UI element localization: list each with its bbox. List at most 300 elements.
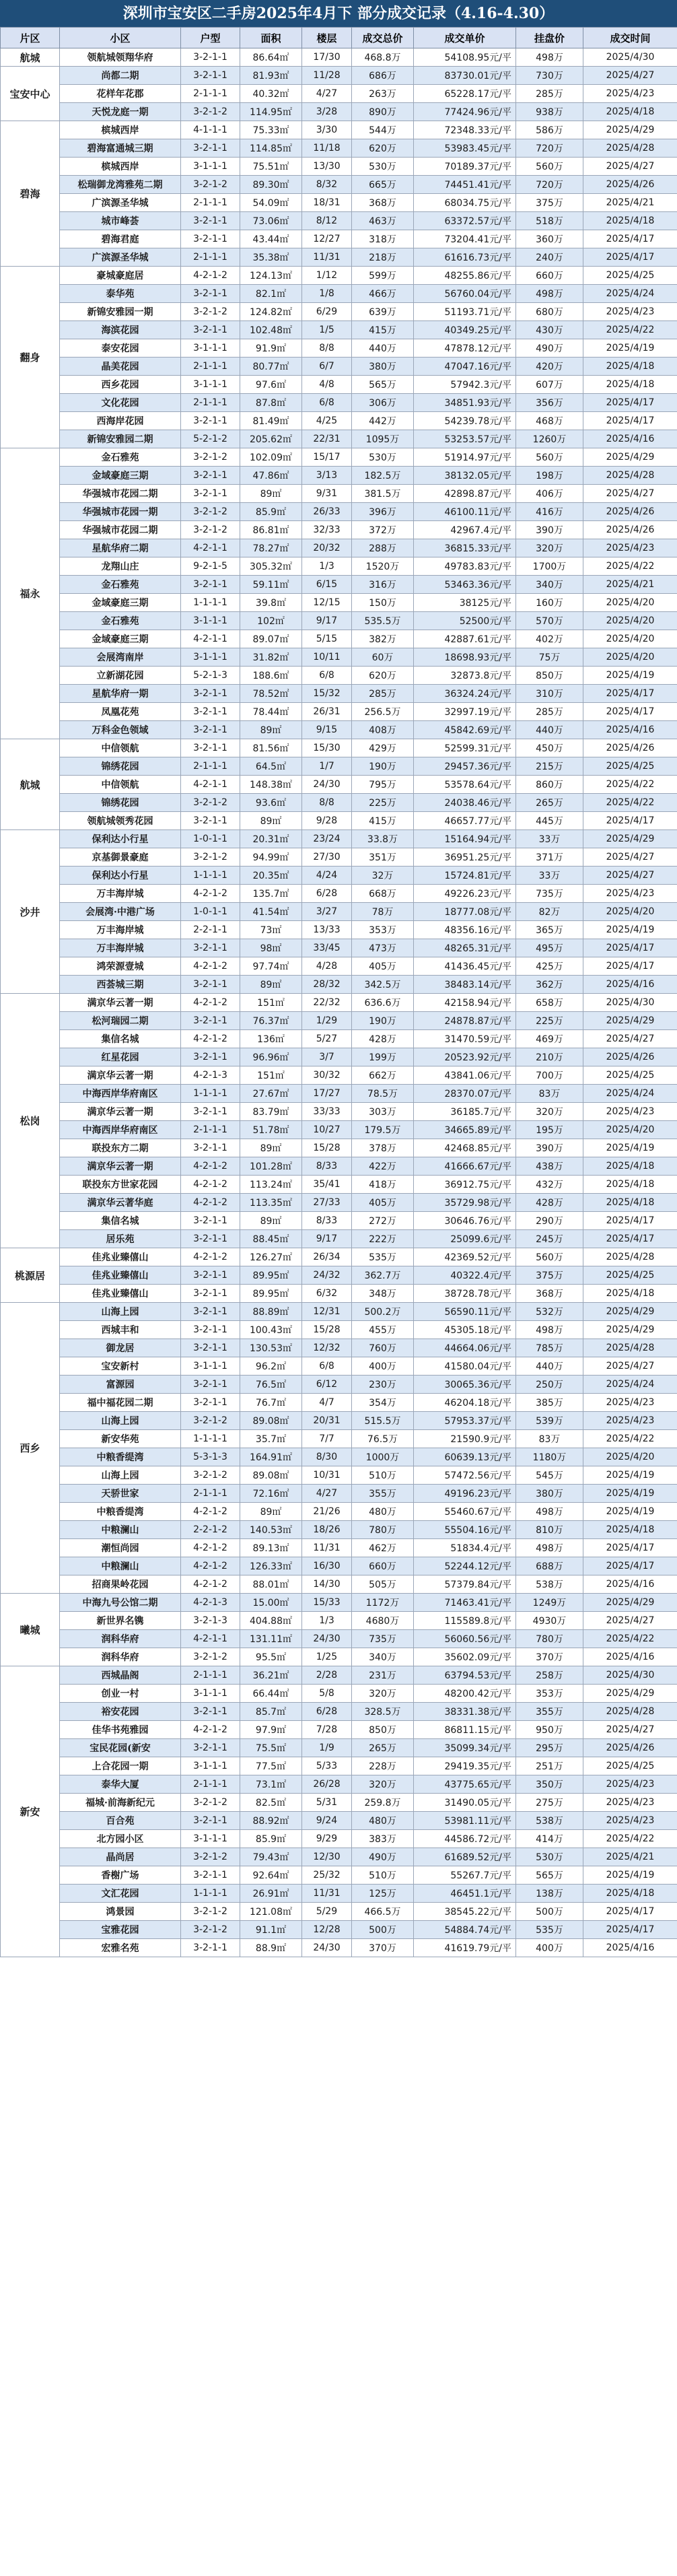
table-row xyxy=(1,285,677,303)
transaction-table xyxy=(0,27,677,1957)
floor-cell: 3/30 xyxy=(302,121,352,139)
total-price-cell: 505万 xyxy=(352,1575,414,1594)
table-row xyxy=(1,1575,677,1594)
layout-cell: 4-2-1-2 xyxy=(181,1248,240,1266)
floor-cell: 33/45 xyxy=(302,939,352,957)
listing-price-cell: 414万 xyxy=(516,1830,583,1848)
layout-cell: 3-2-1-1 xyxy=(181,1012,240,1030)
table-row xyxy=(1,1848,677,1866)
unit-price-cell: 45305.18元/平 xyxy=(414,1321,516,1339)
community-cell: 富源园 xyxy=(60,1376,181,1394)
listing-price-cell: 258万 xyxy=(516,1666,583,1685)
community-cell: 文化花园 xyxy=(60,394,181,412)
table-row xyxy=(1,67,677,85)
layout-cell: 3-2-1-1 xyxy=(181,1139,240,1157)
area-cell: 91.9㎡ xyxy=(240,339,302,358)
table-row xyxy=(1,1448,677,1466)
area-cell: 41.54㎡ xyxy=(240,903,302,921)
area-cell: 114.85㎡ xyxy=(240,139,302,158)
community-cell: 槟城西岸 xyxy=(60,158,181,176)
floor-cell: 5/33 xyxy=(302,1757,352,1775)
community-cell: 山海上园 xyxy=(60,1466,181,1485)
area-cell: 89.08㎡ xyxy=(240,1412,302,1430)
floor-cell: 9/29 xyxy=(302,1830,352,1848)
listing-price-cell: 390万 xyxy=(516,521,583,539)
layout-cell: 5-2-1-3 xyxy=(181,667,240,685)
floor-cell: 3/27 xyxy=(302,903,352,921)
deal-date-cell: 2025/4/18 xyxy=(583,1157,677,1176)
table-row xyxy=(1,1739,677,1757)
table-row xyxy=(1,1466,677,1485)
deal-date-cell: 2025/4/23 xyxy=(583,1103,677,1121)
layout-cell: 4-2-1-2 xyxy=(181,957,240,976)
unit-price-cell: 15724.81元/平 xyxy=(414,867,516,885)
listing-price-cell: 1249万 xyxy=(516,1594,583,1612)
unit-price-cell: 46100.11元/平 xyxy=(414,503,516,521)
deal-date-cell: 2025/4/18 xyxy=(583,1885,677,1903)
deal-date-cell: 2025/4/20 xyxy=(583,1448,677,1466)
deal-date-cell: 2025/4/17 xyxy=(583,1903,677,1921)
deal-date-cell: 2025/4/19 xyxy=(583,921,677,939)
total-price-cell: 428万 xyxy=(352,1030,414,1048)
floor-cell: 1/3 xyxy=(302,557,352,576)
floor-cell: 6/29 xyxy=(302,303,352,321)
listing-price-cell: 468万 xyxy=(516,412,583,430)
area-cell: 205.62㎡ xyxy=(240,430,302,448)
deal-date-cell: 2025/4/23 xyxy=(583,1412,677,1430)
unit-price-cell: 29419.35元/平 xyxy=(414,1757,516,1775)
area-cell: 151㎡ xyxy=(240,994,302,1012)
table-row xyxy=(1,1721,677,1739)
table-row xyxy=(1,339,677,358)
deal-date-cell: 2025/4/23 xyxy=(583,1394,677,1412)
layout-cell: 2-1-1-1 xyxy=(181,85,240,103)
unit-price-cell: 42468.85元/平 xyxy=(414,1139,516,1157)
community-cell: 会展湾南岸 xyxy=(60,648,181,667)
layout-cell: 4-2-1-2 xyxy=(181,267,240,285)
deal-date-cell: 2025/4/24 xyxy=(583,285,677,303)
floor-cell: 8/33 xyxy=(302,1212,352,1230)
community-cell: 松河瑞园二期 xyxy=(60,1012,181,1030)
deal-date-cell: 2025/4/28 xyxy=(583,139,677,158)
total-price-cell: 463万 xyxy=(352,212,414,230)
community-cell: 集信名城 xyxy=(60,1030,181,1048)
table-row xyxy=(1,1303,677,1321)
floor-cell: 8/8 xyxy=(302,794,352,812)
unit-price-cell: 52599.31元/平 xyxy=(414,739,516,757)
layout-cell: 4-2-1-2 xyxy=(181,1176,240,1194)
layout-cell: 3-2-1-1 xyxy=(181,939,240,957)
listing-price-cell: 138万 xyxy=(516,1885,583,1903)
unit-price-cell: 57953.37元/平 xyxy=(414,1412,516,1430)
layout-cell: 3-2-1-3 xyxy=(181,1612,240,1630)
floor-cell: 10/27 xyxy=(302,1121,352,1139)
area-cell: 140.53㎡ xyxy=(240,1521,302,1539)
total-price-cell: 850万 xyxy=(352,1721,414,1739)
total-price-cell: 182.5万 xyxy=(352,467,414,485)
total-price-cell: 76.5万 xyxy=(352,1430,414,1448)
layout-cell: 4-2-1-3 xyxy=(181,1594,240,1612)
floor-cell: 3/7 xyxy=(302,1048,352,1066)
table-row xyxy=(1,1648,677,1666)
deal-date-cell: 2025/4/22 xyxy=(583,321,677,339)
layout-cell: 3-1-1-1 xyxy=(181,1830,240,1848)
listing-price-cell: 560万 xyxy=(516,1248,583,1266)
layout-cell: 3-2-1-2 xyxy=(181,176,240,194)
unit-price-cell: 52244.12元/平 xyxy=(414,1557,516,1575)
area-cell: 89㎡ xyxy=(240,812,302,830)
unit-price-cell: 49226.23元/平 xyxy=(414,885,516,903)
col-district: 片区 xyxy=(1,28,60,48)
listing-price-cell: 586万 xyxy=(516,121,583,139)
table-row xyxy=(1,303,677,321)
table-row xyxy=(1,794,677,812)
deal-date-cell: 2025/4/23 xyxy=(583,1794,677,1812)
community-cell: 晶美花园 xyxy=(60,358,181,376)
total-price-cell: 500万 xyxy=(352,1921,414,1939)
layout-cell: 3-2-1-1 xyxy=(181,412,240,430)
table-row xyxy=(1,139,677,158)
area-cell: 148.38㎡ xyxy=(240,776,302,794)
listing-price-cell: 1700万 xyxy=(516,557,583,576)
area-cell: 35.7㎡ xyxy=(240,1430,302,1448)
deal-date-cell: 2025/4/19 xyxy=(583,1139,677,1157)
community-cell: 天骄世家 xyxy=(60,1485,181,1503)
total-price-cell: 348万 xyxy=(352,1285,414,1303)
area-cell: 78.27㎡ xyxy=(240,539,302,557)
community-cell: 西乡花园 xyxy=(60,376,181,394)
table-row xyxy=(1,994,677,1012)
listing-price-cell: 538万 xyxy=(516,1575,583,1594)
listing-price-cell: 607万 xyxy=(516,376,583,394)
floor-cell: 32/33 xyxy=(302,521,352,539)
layout-cell: 3-2-1-2 xyxy=(181,1466,240,1485)
layout-cell: 3-2-1-1 xyxy=(181,1103,240,1121)
floor-cell: 6/7 xyxy=(302,358,352,376)
area-cell: 66.44㎡ xyxy=(240,1685,302,1703)
floor-cell: 13/33 xyxy=(302,921,352,939)
listing-price-cell: 390万 xyxy=(516,1139,583,1157)
area-cell: 97.74㎡ xyxy=(240,957,302,976)
deal-date-cell: 2025/4/19 xyxy=(583,339,677,358)
listing-price-cell: 445万 xyxy=(516,812,583,830)
total-price-cell: 320万 xyxy=(352,1685,414,1703)
table-row xyxy=(1,1357,677,1376)
deal-date-cell: 2025/4/28 xyxy=(583,1248,677,1266)
deal-date-cell: 2025/4/17 xyxy=(583,1212,677,1230)
listing-price-cell: 1260万 xyxy=(516,430,583,448)
area-cell: 100.43㎡ xyxy=(240,1321,302,1339)
community-cell: 保利达小行星 xyxy=(60,867,181,885)
floor-cell: 4/8 xyxy=(302,376,352,394)
total-price-cell: 230万 xyxy=(352,1376,414,1394)
deal-date-cell: 2025/4/27 xyxy=(583,867,677,885)
total-price-cell: 639万 xyxy=(352,303,414,321)
total-price-cell: 636.6万 xyxy=(352,994,414,1012)
deal-date-cell: 2025/4/17 xyxy=(583,685,677,703)
community-cell: 居乐苑 xyxy=(60,1230,181,1248)
deal-date-cell: 2025/4/22 xyxy=(583,794,677,812)
area-cell: 97.9㎡ xyxy=(240,1721,302,1739)
table-row xyxy=(1,503,677,521)
table-row xyxy=(1,648,677,667)
unit-price-cell: 18777.08元/平 xyxy=(414,903,516,921)
unit-price-cell: 38483.14元/平 xyxy=(414,976,516,994)
layout-cell: 3-2-1-1 xyxy=(181,1048,240,1066)
table-row xyxy=(1,1703,677,1721)
district-cell: 福永 xyxy=(1,448,60,739)
listing-price-cell: 498万 xyxy=(516,1503,583,1521)
layout-cell: 4-2-1-2 xyxy=(181,1503,240,1521)
listing-price-cell: 560万 xyxy=(516,158,583,176)
deal-date-cell: 2025/4/27 xyxy=(583,1357,677,1376)
unit-price-cell: 42369.52元/平 xyxy=(414,1248,516,1266)
area-cell: 102.48㎡ xyxy=(240,321,302,339)
total-price-cell: 535万 xyxy=(352,1248,414,1266)
layout-cell: 3-1-1-1 xyxy=(181,376,240,394)
deal-date-cell: 2025/4/20 xyxy=(583,612,677,630)
total-price-cell: 466.5万 xyxy=(352,1903,414,1921)
table-row xyxy=(1,776,677,794)
listing-price-cell: 195万 xyxy=(516,1121,583,1139)
total-price-cell: 228万 xyxy=(352,1757,414,1775)
floor-cell: 15/33 xyxy=(302,1594,352,1612)
community-cell: 华强城市花园一期 xyxy=(60,503,181,521)
unit-price-cell: 53463.36元/平 xyxy=(414,576,516,594)
table-row xyxy=(1,1394,677,1412)
table-row xyxy=(1,721,677,739)
layout-cell: 4-2-1-2 xyxy=(181,1157,240,1176)
listing-price-cell: 498万 xyxy=(516,1539,583,1557)
unit-price-cell: 57942.3元/平 xyxy=(414,376,516,394)
total-price-cell: 32万 xyxy=(352,867,414,885)
total-price-cell: 199万 xyxy=(352,1048,414,1066)
total-price-cell: 78万 xyxy=(352,903,414,921)
layout-cell: 3-2-1-2 xyxy=(181,794,240,812)
deal-date-cell: 2025/4/18 xyxy=(583,1194,677,1212)
unit-price-cell: 48356.16元/平 xyxy=(414,921,516,939)
listing-price-cell: 700万 xyxy=(516,1066,583,1085)
deal-date-cell: 2025/4/18 xyxy=(583,212,677,230)
community-cell: 新锦安雅园二期 xyxy=(60,430,181,448)
table-body xyxy=(1,48,677,1957)
layout-cell: 3-2-1-2 xyxy=(181,1903,240,1921)
total-price-cell: 665万 xyxy=(352,176,414,194)
table-row xyxy=(1,1266,677,1285)
listing-price-cell: 490万 xyxy=(516,339,583,358)
layout-cell: 3-1-1-1 xyxy=(181,158,240,176)
layout-cell: 3-2-1-1 xyxy=(181,1303,240,1321)
layout-cell: 4-2-1-3 xyxy=(181,1066,240,1085)
floor-cell: 12/31 xyxy=(302,1303,352,1321)
deal-date-cell: 2025/4/21 xyxy=(583,1848,677,1866)
listing-price-cell: 730万 xyxy=(516,67,583,85)
table-row xyxy=(1,830,677,848)
deal-date-cell: 2025/4/26 xyxy=(583,1048,677,1066)
deal-date-cell: 2025/4/26 xyxy=(583,503,677,521)
unit-price-cell: 56060.56元/平 xyxy=(414,1630,516,1648)
table-row xyxy=(1,85,677,103)
unit-price-cell: 21590.9元/平 xyxy=(414,1430,516,1448)
floor-cell: 35/41 xyxy=(302,1176,352,1194)
deal-date-cell: 2025/4/17 xyxy=(583,703,677,721)
total-price-cell: 440万 xyxy=(352,339,414,358)
layout-cell: 3-2-1-1 xyxy=(181,230,240,248)
floor-cell: 12/15 xyxy=(302,594,352,612)
floor-cell: 17/27 xyxy=(302,1085,352,1103)
total-price-cell: 468.8万 xyxy=(352,48,414,67)
total-price-cell: 190万 xyxy=(352,1012,414,1030)
community-cell: 城市峰荟 xyxy=(60,212,181,230)
community-cell: 西海岸花园 xyxy=(60,412,181,430)
unit-price-cell: 46657.77元/平 xyxy=(414,812,516,830)
layout-cell: 3-2-1-1 xyxy=(181,212,240,230)
area-cell: 89.07㎡ xyxy=(240,630,302,648)
listing-price-cell: 265万 xyxy=(516,794,583,812)
community-cell: 上合花园一期 xyxy=(60,1757,181,1775)
unit-price-cell: 53983.45元/平 xyxy=(414,139,516,158)
listing-price-cell: 240万 xyxy=(516,248,583,267)
unit-price-cell: 61689.52元/平 xyxy=(414,1848,516,1866)
floor-cell: 4/27 xyxy=(302,1485,352,1503)
unit-price-cell: 77424.96元/平 xyxy=(414,103,516,121)
table-row xyxy=(1,812,677,830)
area-cell: 77.5㎡ xyxy=(240,1757,302,1775)
table-row xyxy=(1,321,677,339)
floor-cell: 4/25 xyxy=(302,412,352,430)
area-cell: 88.89㎡ xyxy=(240,1303,302,1321)
floor-cell: 4/24 xyxy=(302,867,352,885)
total-price-cell: 320万 xyxy=(352,1775,414,1794)
area-cell: 98㎡ xyxy=(240,939,302,957)
layout-cell: 3-2-1-1 xyxy=(181,976,240,994)
community-cell: 立新湖花园 xyxy=(60,667,181,685)
deal-date-cell: 2025/4/29 xyxy=(583,1685,677,1703)
floor-cell: 1/3 xyxy=(302,1612,352,1630)
floor-cell: 5/31 xyxy=(302,1794,352,1812)
deal-date-cell: 2025/4/25 xyxy=(583,1757,677,1775)
deal-date-cell: 2025/4/18 xyxy=(583,103,677,121)
floor-cell: 11/31 xyxy=(302,248,352,267)
area-cell: 78.44㎡ xyxy=(240,703,302,721)
table-row xyxy=(1,212,677,230)
community-cell: 金石雅苑 xyxy=(60,612,181,630)
unit-price-cell: 36185.7元/平 xyxy=(414,1103,516,1121)
floor-cell: 8/32 xyxy=(302,176,352,194)
deal-date-cell: 2025/4/19 xyxy=(583,667,677,685)
area-cell: 126.27㎡ xyxy=(240,1248,302,1266)
deal-date-cell: 2025/4/16 xyxy=(583,1575,677,1594)
floor-cell: 28/32 xyxy=(302,976,352,994)
deal-date-cell: 2025/4/27 xyxy=(583,67,677,85)
community-cell: 华强城市花园二期 xyxy=(60,485,181,503)
listing-price-cell: 498万 xyxy=(516,48,583,67)
unit-price-cell: 38125元/平 xyxy=(414,594,516,612)
deal-date-cell: 2025/4/20 xyxy=(583,594,677,612)
listing-price-cell: 340万 xyxy=(516,576,583,594)
deal-date-cell: 2025/4/29 xyxy=(583,1321,677,1339)
total-price-cell: 263万 xyxy=(352,85,414,103)
community-cell: 宝民花园(新安 xyxy=(60,1739,181,1757)
table-row xyxy=(1,1285,677,1303)
community-cell: 保利达小行星 xyxy=(60,830,181,848)
total-price-cell: 408万 xyxy=(352,721,414,739)
layout-cell: 4-2-1-1 xyxy=(181,539,240,557)
area-cell: 130.53㎡ xyxy=(240,1339,302,1357)
layout-cell: 3-2-1-1 xyxy=(181,1266,240,1285)
listing-price-cell: 75万 xyxy=(516,648,583,667)
community-cell: 尚都二期 xyxy=(60,67,181,85)
community-cell: 集信名城 xyxy=(60,1212,181,1230)
listing-price-cell: 362万 xyxy=(516,976,583,994)
deal-date-cell: 2025/4/17 xyxy=(583,1539,677,1557)
floor-cell: 1/25 xyxy=(302,1648,352,1666)
deal-date-cell: 2025/4/30 xyxy=(583,48,677,67)
listing-price-cell: 570万 xyxy=(516,612,583,630)
community-cell: 北方园小区 xyxy=(60,1830,181,1848)
table-row xyxy=(1,194,677,212)
layout-cell: 2-1-1-1 xyxy=(181,394,240,412)
area-cell: 188.6㎡ xyxy=(240,667,302,685)
floor-cell: 9/24 xyxy=(302,1812,352,1830)
layout-cell: 2-1-1-1 xyxy=(181,1666,240,1685)
community-cell: 万丰海岸城 xyxy=(60,885,181,903)
community-cell: 中海西岸华府南区 xyxy=(60,1085,181,1103)
total-price-cell: 510万 xyxy=(352,1466,414,1485)
community-cell: 中粮香缇湾 xyxy=(60,1503,181,1521)
area-cell: 81.49㎡ xyxy=(240,412,302,430)
total-price-cell: 316万 xyxy=(352,576,414,594)
listing-price-cell: 160万 xyxy=(516,594,583,612)
unit-price-cell: 63794.53元/平 xyxy=(414,1666,516,1685)
area-cell: 89.95㎡ xyxy=(240,1285,302,1303)
layout-cell: 3-2-1-1 xyxy=(181,739,240,757)
unit-price-cell: 32997.19元/平 xyxy=(414,703,516,721)
area-cell: 78.52㎡ xyxy=(240,685,302,703)
area-cell: 31.82㎡ xyxy=(240,648,302,667)
total-price-cell: 660万 xyxy=(352,1557,414,1575)
deal-date-cell: 2025/4/19 xyxy=(583,1466,677,1485)
total-price-cell: 429万 xyxy=(352,739,414,757)
listing-price-cell: 83万 xyxy=(516,1430,583,1448)
layout-cell: 3-2-1-2 xyxy=(181,103,240,121)
unit-price-cell: 49196.23元/平 xyxy=(414,1485,516,1503)
unit-price-cell: 36815.33元/平 xyxy=(414,539,516,557)
layout-cell: 4-2-1-1 xyxy=(181,630,240,648)
listing-price-cell: 450万 xyxy=(516,739,583,757)
table-row xyxy=(1,939,677,957)
community-cell: 润科华府 xyxy=(60,1630,181,1648)
community-cell: 泰华大厦 xyxy=(60,1775,181,1794)
table-row xyxy=(1,1485,677,1503)
unit-price-cell: 40349.25元/平 xyxy=(414,321,516,339)
layout-cell: 3-2-1-1 xyxy=(181,1703,240,1721)
listing-price-cell: 440万 xyxy=(516,721,583,739)
unit-price-cell: 31470.59元/平 xyxy=(414,1030,516,1048)
area-cell: 75.51㎡ xyxy=(240,158,302,176)
area-cell: 86.81㎡ xyxy=(240,521,302,539)
deal-date-cell: 2025/4/30 xyxy=(583,1666,677,1685)
table-row xyxy=(1,739,677,757)
floor-cell: 1/5 xyxy=(302,321,352,339)
total-price-cell: 285万 xyxy=(352,685,414,703)
area-cell: 88.45㎡ xyxy=(240,1230,302,1248)
listing-price-cell: 950万 xyxy=(516,1721,583,1739)
listing-price-cell: 355万 xyxy=(516,1703,583,1721)
table-row xyxy=(1,1012,677,1030)
deal-date-cell: 2025/4/23 xyxy=(583,539,677,557)
community-cell: 锦绣花园 xyxy=(60,757,181,776)
